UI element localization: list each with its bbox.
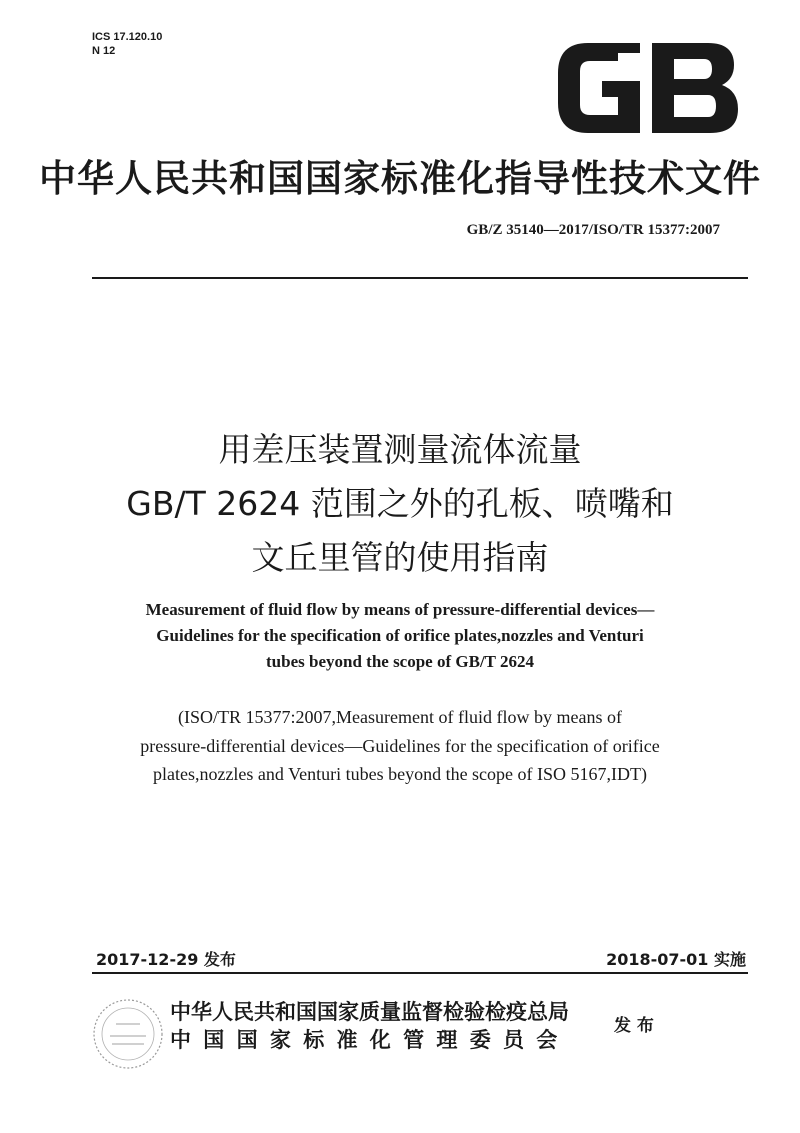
issuer-line-1: 中华人民共和国国家质量监督检验检疫总局 [170,1000,569,1024]
english-title-line-3: tubes beyond the scope of GB/T 2624 [266,652,534,671]
stamp-seal-icon [88,994,168,1074]
identical-note-line-1: (ISO/TR 15377:2007,Measurement of fluid flow by means of [178,707,622,727]
document-category-title: 中华人民共和国国家标准化指导性技术文件 [39,157,761,200]
bottom-divider [92,972,748,974]
identical-note-line-2: pressure-differential devices—Guidelines for the specification of orifice [140,736,660,756]
issued-label: 发 布 [614,1016,654,1036]
standard-number: GB/Z 35140—2017/ISO/TR 15377:2007 [466,222,720,238]
chinese-title-line-1: 用差压装置测量流体流量 [218,430,582,469]
publish-date: 2017-12-29 发布 [96,950,236,969]
identical-note-line-3: plates,nozzles and Venturi tubes beyond the scope of ISO 5167,IDT) [152,764,648,784]
gb-logo [552,35,744,141]
ics-code: ICS 17.120.10 [92,31,163,43]
top-divider [92,277,748,279]
classification-block [92,30,162,58]
ccs-code: N 12 [92,45,116,57]
implement-date: 2018-07-01 实施 [606,950,746,969]
chinese-title-line-3: 文丘里管的使用指南 [251,538,549,577]
english-title-line-1: Measurement of fluid flow by means of pressure-differential devices— [145,600,655,619]
issuer-line-2: 中国国家标准化管理委员会 [170,1028,570,1052]
chinese-title-line-2: GB/T 2624 范围之外的孔板、喷嘴和 [126,484,674,523]
english-title-line-2: Guidelines for the specification of orifice plates,nozzles and Venturi [156,626,644,645]
